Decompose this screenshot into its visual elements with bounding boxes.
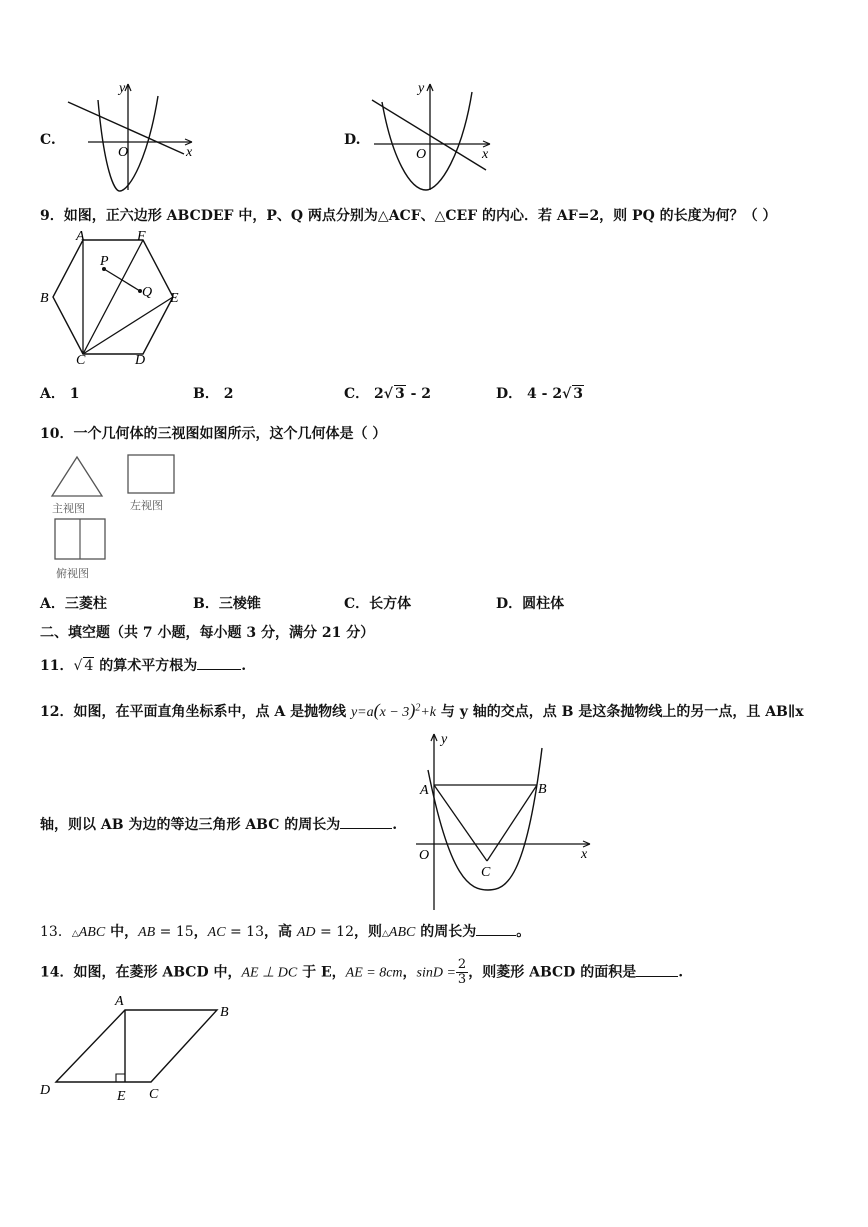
question-9-text: 9．如图，正六边形 ABCDEF 中，P、Q 两点分别为△ACF、△CEF 的内心．若 AF=2，则 PQ 的长度为何？（ ） bbox=[40, 208, 777, 224]
origin-label: O bbox=[416, 147, 427, 162]
rhombus-outline bbox=[56, 1010, 217, 1082]
y-axis-label: y bbox=[119, 81, 126, 96]
rhombus-figure bbox=[36, 992, 236, 1104]
q9-option-b: B． 2 bbox=[193, 386, 234, 402]
label-a: A bbox=[115, 994, 124, 1009]
side-view-rect bbox=[128, 455, 174, 493]
answer-blank[interactable] bbox=[476, 935, 516, 936]
q10-option-c: C．长方体 bbox=[344, 596, 412, 612]
question-13: 13．△ABC 中，AB = 15，AC = 13，高 AD = 12，则△ABC 的周长为 。 bbox=[40, 924, 531, 940]
x-axis-label: x bbox=[581, 847, 588, 862]
option-d-graph bbox=[362, 78, 502, 198]
label-f: F bbox=[137, 229, 146, 244]
y-axis-label: y bbox=[418, 81, 425, 96]
x-axis-label: x bbox=[186, 145, 193, 160]
segment-ce bbox=[83, 297, 173, 354]
q10-option-b: B．三棱锥 bbox=[193, 596, 261, 612]
label-b: B bbox=[40, 291, 49, 306]
label-p: P bbox=[100, 254, 109, 269]
right-angle-mark bbox=[116, 1074, 125, 1082]
x-axis-label: x bbox=[482, 147, 489, 162]
side-view-label: 左视图 bbox=[130, 499, 163, 512]
label-b: B bbox=[538, 782, 547, 797]
option-d-label: D. bbox=[344, 132, 361, 148]
q9-option-c: C． 2√ 3 - 2 bbox=[344, 386, 432, 402]
segment-cf bbox=[83, 240, 143, 354]
label-c: C bbox=[149, 1087, 159, 1102]
answer-blank[interactable] bbox=[636, 976, 678, 977]
label-e: E bbox=[170, 291, 179, 306]
section-heading: 二、填空题（共 7 小题，每小题 3 分，满分 21 分） bbox=[40, 625, 375, 641]
q10-option-d: D．圆柱体 bbox=[496, 596, 565, 612]
label-c: C bbox=[481, 865, 491, 880]
origin-label: O bbox=[118, 145, 129, 160]
option-c-label: C. bbox=[40, 132, 56, 148]
question-14: 14．如图，在菱形 ABCD 中，AE ⊥ DC 于 E，AE = 8cm，sinD = $\frac{2}{3}$ ，则菱形 ABCD 的面积是 . bbox=[40, 957, 684, 987]
option-c-graph bbox=[60, 78, 200, 198]
q9-option-a: A． 1 bbox=[40, 386, 80, 402]
question-11: 11．√ 4 的算术平方根为 . bbox=[40, 658, 247, 674]
label-e: E bbox=[117, 1089, 126, 1104]
front-view-triangle bbox=[52, 457, 102, 496]
hexagon-figure bbox=[36, 228, 196, 366]
answer-blank[interactable] bbox=[340, 828, 392, 829]
label-d: D bbox=[40, 1083, 51, 1098]
segment-ac bbox=[434, 785, 487, 861]
question-12-line1: 12．如图，在平面直角坐标系中，点 A 是抛物线 $y=a(x - 3)^2+k$ 与 y 轴的交点，点 B 是这条抛物线上的另一点，且 AB∥x bbox=[40, 700, 804, 720]
question-12-line2: 轴，则以 AB 为边的等边三角形 ABC 的周长为 . bbox=[40, 817, 398, 833]
label-c: C bbox=[76, 353, 86, 366]
question-10-text: 10．一个几何体的三视图如图所示，这个几何体是（ ） bbox=[40, 426, 387, 442]
label-d: D bbox=[135, 353, 146, 366]
front-view-label: 主视图 bbox=[52, 502, 85, 515]
parabola-triangle-figure bbox=[410, 730, 595, 912]
three-views-figure bbox=[48, 452, 188, 582]
q9-option-d: D． 4 - 2√ 3 bbox=[496, 386, 584, 402]
parabola-curve bbox=[382, 92, 472, 190]
label-b: B bbox=[220, 1005, 229, 1020]
top-view-label: 俯视图 bbox=[56, 567, 89, 580]
label-a: A bbox=[76, 229, 85, 244]
label-a: A bbox=[420, 783, 429, 798]
segment-pq bbox=[104, 269, 140, 291]
y-axis-label: y bbox=[441, 732, 448, 747]
label-q: Q bbox=[142, 285, 153, 300]
origin-label: O bbox=[419, 848, 430, 863]
q10-option-a: A．三菱柱 bbox=[40, 596, 107, 612]
answer-blank[interactable] bbox=[197, 669, 241, 670]
